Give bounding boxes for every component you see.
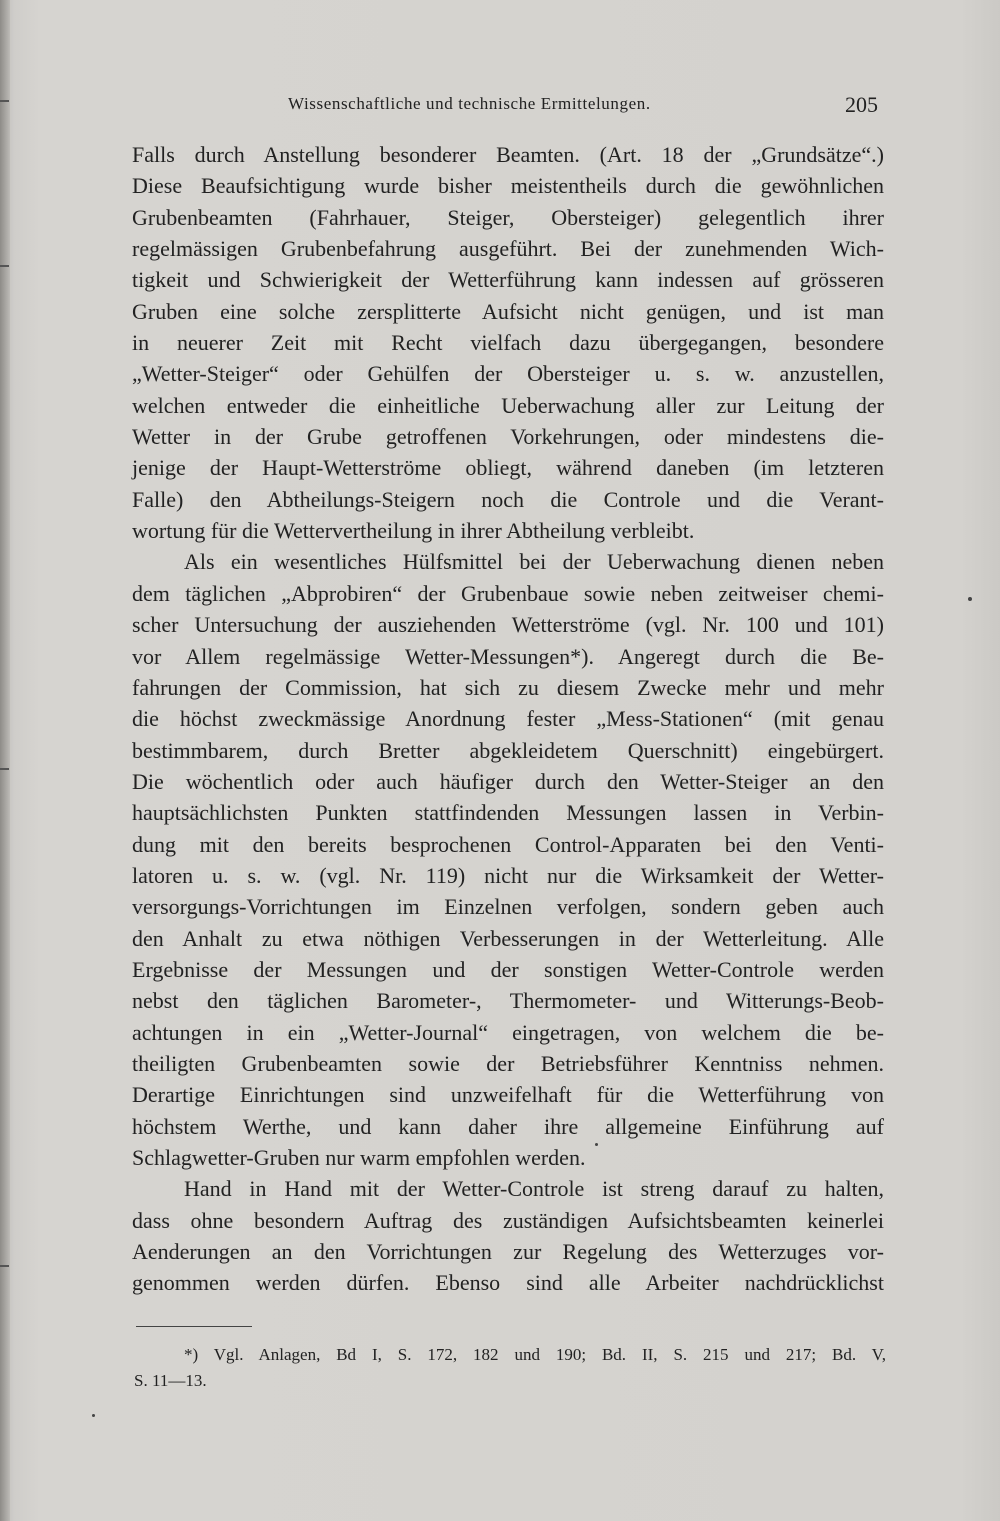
- text-line: bestimmbarem, durch Bretter abgekleidetem Querschnitt) eingebürgert.: [132, 737, 884, 763]
- text-line: jenige der Haupt-Wetterströme obliegt, während daneben (im letzteren: [132, 455, 884, 481]
- binding-edge: [0, 0, 10, 1521]
- footnote-line: S. 11—13.: [134, 1371, 207, 1390]
- text-line: nebst den täglichen Barometer-, Thermometer- und Witterungs-Beob-: [132, 988, 884, 1014]
- page-number: 205: [845, 92, 878, 117]
- print-speck: [968, 597, 972, 601]
- text-line: achtungen in ein „Wetter-Journal“ eingetragen, von welchem die be-: [132, 1019, 884, 1045]
- text-line: tigkeit und Schwierigkeit der Wetterführung kann indessen auf grösseren: [132, 267, 884, 293]
- text-line: regelmässigen Grubenbefahrung ausgeführt. Bei der zunehmenden Wich-: [132, 236, 884, 262]
- text-line: „Wetter-Steiger“ oder Gehülfen der Obersteiger u. s. w. anzustellen,: [132, 361, 884, 387]
- text-line: vor Allem regelmässige Wetter-Messungen*). Angeregt durch die Be-: [132, 643, 884, 669]
- text-line: welchen entweder die einheitliche Ueberwachung aller zur Leitung der: [132, 392, 884, 418]
- text-line: theiligten Grubenbeamten sowie der Betriebsführer Kenntniss nehmen.: [132, 1050, 884, 1076]
- text-line: scher Untersuchung der ausziehenden Wetterströme (vgl. Nr. 100 und 101): [132, 612, 884, 638]
- text-line: die höchst zweckmässige Anordnung fester „Mess-Stationen“ (mit genau: [132, 706, 884, 732]
- text-line: latoren u. s. w. (vgl. Nr. 119) nicht nur die Wirksamkeit der Wetter-: [132, 862, 884, 888]
- text-line: dung mit den bereits besprochenen Control-Apparaten bei den Venti-: [132, 831, 884, 857]
- text-line: Gruben eine solche zersplitterte Aufsicht nicht genügen, und ist man: [132, 298, 884, 324]
- margin-tick: [0, 265, 9, 267]
- text-line: Falls durch Anstellung besonderer Beamten. (Art. 18 der „Grundsätze“.): [132, 142, 884, 167]
- text-line: Ergebnisse der Messungen und der sonstigen Wetter-Controle werden: [132, 956, 884, 982]
- running-title: Wissenschaftliche und technische Ermittelungen.: [288, 94, 651, 113]
- print-speck: [92, 1414, 95, 1417]
- text-line: Die wöchentlich oder auch häufiger durch den Wetter-Steiger an den: [132, 768, 884, 794]
- text-line: versorgungs-Vorrichtungen im Einzelnen verfolgen, sondern geben auch: [132, 894, 884, 920]
- margin-tick: [0, 1265, 9, 1267]
- text-line: den Anhalt zu etwa nöthigen Verbesserungen in der Wetterleitung. Alle: [132, 925, 884, 951]
- text-line: Aenderungen an den Vorrichtungen zur Regelung des Wetterzuges vor-: [132, 1239, 884, 1265]
- text-line: fahrungen der Commission, hat sich zu diesem Zwecke mehr und mehr: [132, 674, 884, 700]
- paragraph-start-line: Als ein wesentliches Hülfsmittel bei der Ueberwachung dienen neben: [184, 549, 884, 575]
- text-line: genommen werden dürfen. Ebenso sind alle Arbeiter nachdrücklichst: [132, 1270, 884, 1296]
- text-line: Derartige Einrichtungen sind unzweifelhaft für die Wetterführung von: [132, 1082, 884, 1108]
- running-head: [288, 92, 878, 118]
- margin-tick: [0, 768, 9, 770]
- text-line: hauptsächlichsten Punkten stattfindenden Messungen lassen in Verbin-: [132, 800, 884, 826]
- text-line: höchstem Werthe, und kann daher ihre allgemeine Einführung auf: [132, 1113, 884, 1139]
- body-text: [132, 139, 884, 1299]
- margin-tick: [0, 100, 9, 102]
- text-line: Diese Beaufsichtigung wurde bisher meistentheils durch die gewöhnlichen: [132, 173, 884, 199]
- text-line: Wetter in der Grube getroffenen Vorkehrungen, oder mindestens die-: [132, 424, 884, 450]
- text-line: dem täglichen „Abprobiren“ der Grubenbaue sowie neben zeitweiser chemi-: [132, 580, 884, 606]
- paragraph-end-line: Schlagwetter-Gruben nur warm empfohlen werden.: [132, 1145, 586, 1170]
- footnote-line: *) Vgl. Anlagen, Bd I, S. 172, 182 und 190; Bd. II, S. 215 und 217; Bd. V,: [184, 1345, 886, 1364]
- footnote: [134, 1342, 886, 1394]
- text-line: in neuerer Zeit mit Recht vielfach dazu übergegangen, besondere: [132, 330, 884, 356]
- text-line: Grubenbeamten (Fahrhauer, Steiger, Obersteiger) gelegentlich ihrer: [132, 204, 884, 230]
- paragraph-start-line: Hand in Hand mit der Wetter-Controle ist streng darauf zu halten,: [184, 1176, 884, 1202]
- paragraph-end-line: wortung für die Wettervertheilung in ihrer Abtheilung verbleibt.: [132, 518, 695, 544]
- text-line: Falle) den Abtheilungs-Steigern noch die Controle und die Verant-: [132, 486, 884, 512]
- text-line: dass ohne besondern Auftrag des zuständigen Aufsichtsbeamten keinerlei: [132, 1207, 884, 1233]
- footnote-rule: [136, 1326, 252, 1327]
